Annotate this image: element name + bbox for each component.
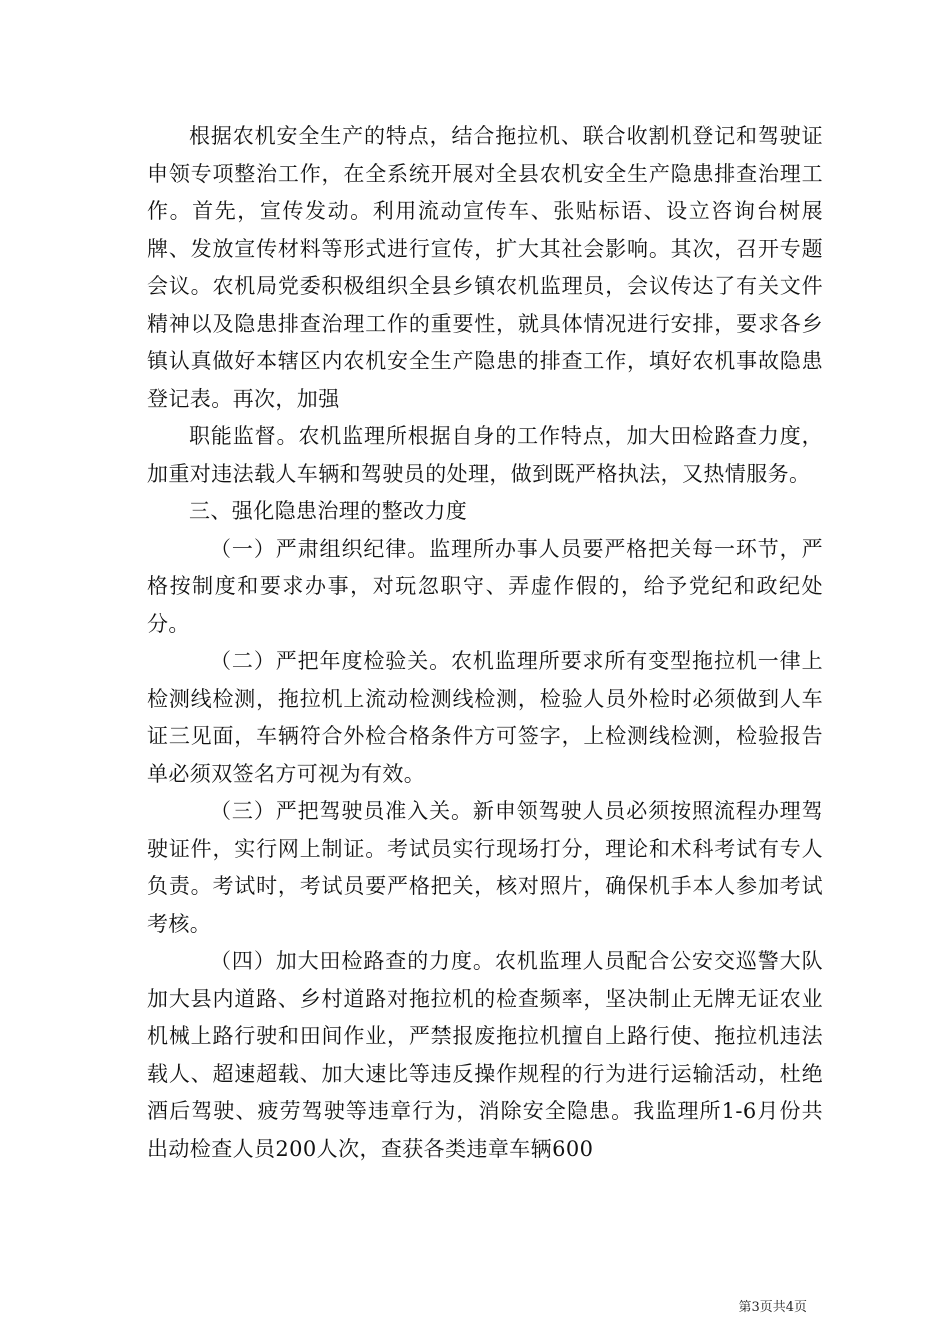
paragraph-annual-inspection: （二）严把年度检验关。农机监理所要求所有变型拖拉机一律上检测线检测，拖拉机上流动检测线检测，检验人员外检时必须做到人车证三见面，车辆符合外检合格条件方可签字，上检测线检测，检验报告单必须双签名方可视为有效。 [147, 649, 823, 786]
paragraph-road-checks: （四）加大田检路查的力度。农机监理人员配合公安交巡警大队加大县内道路、乡村道路对拖拉机的检查频率，坚决制止无牌无证农业机械上路行驶和田间作业，严禁报废拖拉机擅自上路行使、拖拉机违法载人、超速超载、加大速比等违反操作规程的行为进行运输活动，杜绝酒后驾驶、疲劳驾驶等违章行为，消除安全隐患。我监理所1-6月份共出动检查人员200人次，查获各类违章车辆600 [147, 949, 823, 1161]
paragraph-driver-access: （三）严把驾驶员准入关。新申领驾驶人员必须按照流程办理驾驶证件，实行网上制证。考试员实行现场打分，理论和术科考试有专人负责。考试时，考试员要严格把关，核对照片，确保机手本人参加考试考核。 [147, 799, 823, 936]
paragraph-inspection-work: 根据农机安全生产的特点，结合拖拉机、联合收割机登记和驾驶证申领专项整治工作，在全系统开展对全县农机安全生产隐患排查治理工作。首先，宣传发动。利用流动宣传车、张贴标语、设立咨询台树展牌、发放宣传材料等形式进行宣传，扩大其社会影响。其次，召开专题会议。农机局党委积极组织全县乡镇农机监理员，会议传达了有关文件精神以及隐患排查治理工作的重要性，就具体情况进行安排，要求各乡镇认真做好本辖区内农机安全生产隐患的排查工作，填好农机事故隐患登记表。再次，加强 [147, 124, 823, 411]
section-heading-rectification: 三、强化隐患治理的整改力度 [189, 499, 468, 523]
page-number-label: 第3页共4页 [738, 1300, 807, 1315]
paragraph-supervision: 职能监督。农机监理所根据自身的工作特点，加大田检路查力度，加重对违法载人车辆和驾驶员的处理，做到既严格执法，又热情服务。 [147, 424, 823, 486]
paragraph-discipline: （一）严肃组织纪律。监理所办事人员要严格把关每一环节，严格按制度和要求办事，对玩忽职守、弄虚作假的，给予党纪和政纪处分。 [147, 536, 823, 636]
document-body [147, 118, 823, 1168]
page-footer [738, 1300, 807, 1316]
